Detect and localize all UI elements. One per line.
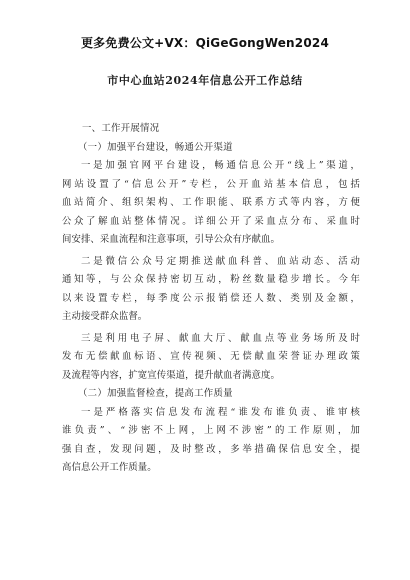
subsection-heading: （一）加强平台建设，畅通公开渠道 [78,141,233,153]
paragraph-line: 通知等，与公众保持密切互动，粉丝数量稳步增长。今年 [62,274,360,285]
paragraph [62,404,360,478]
promo-banner: 更多免费公文+VX：QiGeGongWen2024 [80,36,329,50]
section-heading: 一、工作开展情况 [82,123,160,134]
paragraph-line: 强自查，发现问题，及时整改，多举措确保信息安全，提 [62,443,360,455]
paragraph-line: 及流程等内容，扩宽宣传渠道，提升献血者满意度。 [62,369,280,381]
paragraph-line: 一是加强官网平台建设，畅通信息公开“线上”渠道， [81,160,360,171]
document-title: 市中心血站2024年信息公开工作总结 [107,74,303,87]
paragraph [62,253,360,327]
paragraph-line: 公众了解血站整体情况。详细公开了采血点分布、采血时 [62,215,360,227]
paragraph-line: 一是严格落实信息发布流程“谁发布谁负责、谁审核 [81,406,360,418]
paragraph-line: 血站简介、组织架构、工作职能、联系方式等内容，方便 [62,197,360,208]
paragraph [62,330,360,386]
paragraph-line: 二是微信公众号定期推送献血科普、血站动态、活动 [81,255,360,267]
paragraph-line: 谁负责”、“涉密不上网，上网不涉密”的工作原则，加 [62,425,360,436]
paragraph [62,157,360,250]
document-body [62,120,360,478]
paragraph-line: 间安排、采血流程和注意事项，引导公众有序献血。 [62,234,280,245]
paragraph-line: 高信息公开工作质量。 [62,462,157,473]
paragraph-line: 发布无偿献血标语、宣传视频、无偿献血荣誉证办理政策 [62,351,360,362]
paragraph-line: 主动接受群众监督。 [62,311,148,322]
paragraph-line: 以来设置专栏，每季度公示报销偿还人数、类别及金额， [62,292,360,304]
paragraph-line: 三是利用电子屏、献血大厅、献血点等业务场所及时 [81,332,360,344]
paragraph-line: 网站设置了“信息公开”专栏，公开血站基本信息，包括 [62,178,360,190]
subsection-heading: （二）加强监督检查，提高工作质量 [78,388,233,399]
